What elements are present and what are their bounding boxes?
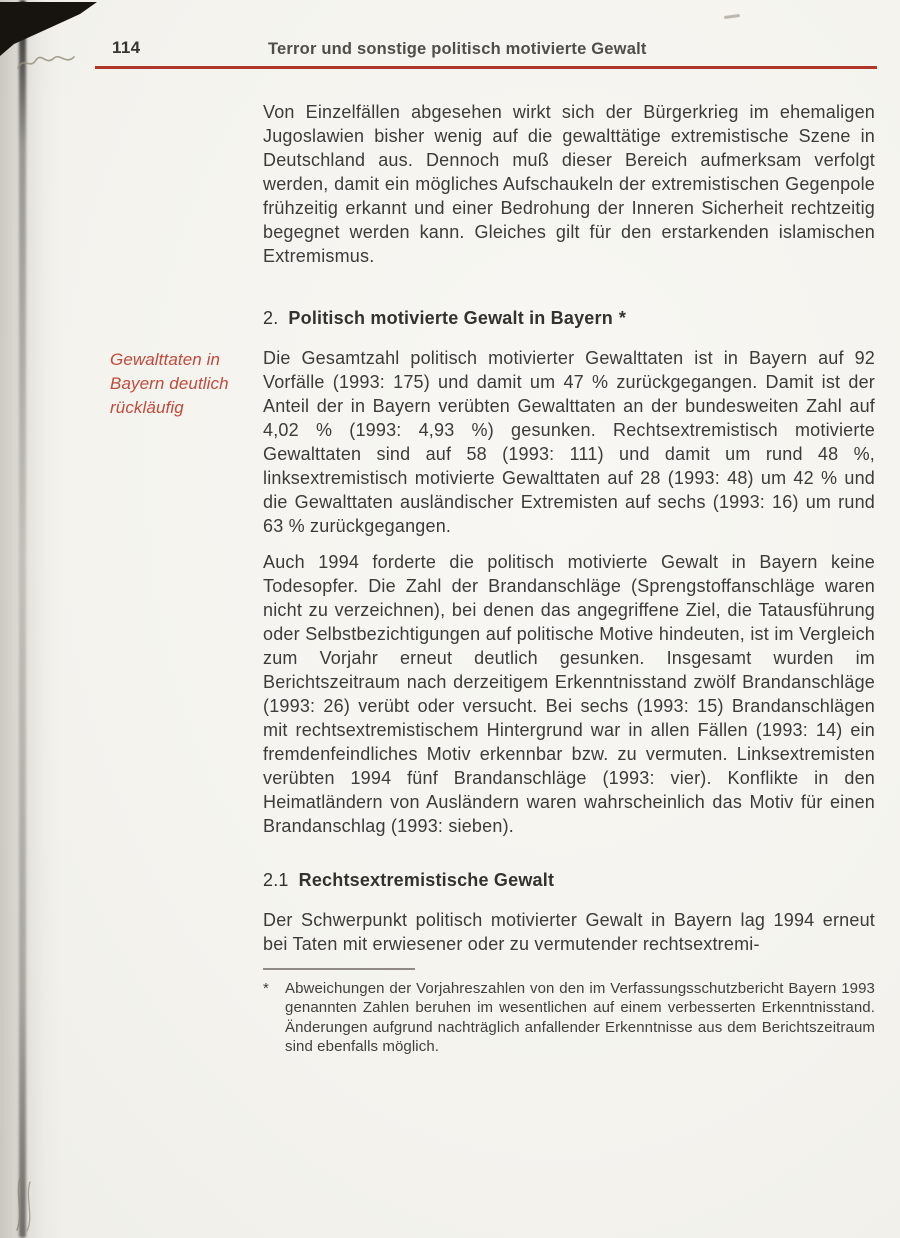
scan-speck (724, 14, 740, 19)
header-rule (95, 66, 877, 69)
running-header-title: Terror und sonstige politisch motivierte Gewalt (268, 40, 647, 58)
margin-note: Gewalttaten in Bayern deutlich rückläufig (110, 350, 229, 417)
footnote-reference-asterisk: * (618, 308, 627, 328)
footnote (263, 968, 875, 1057)
paragraph-with-margin-note (110, 346, 875, 538)
paragraph-intro: Von Einzelfällen abgesehen wirkt sich der Bürgerkrieg im ehemaligen Jugoslawien bisher wenig auf die gewalttätige extremistische Szene in Deutschland aus. Dennoch muß dieser Bereich aufmerksam verfolgt werden, damit ein mögliches Aufschaukeln der extremistischen Gegenpole frühzeitig erkannt und einer Bedrohung der Inneren Sicherheit rechtzeitig begegnet werden kann. Gleiches gilt für den erstarkenden islamischen Extremismus. (263, 102, 875, 266)
paragraph-statistics: Die Gesamtzahl politisch motivierter Gewalttaten ist in Bayern auf 92 Vorfälle (1993: 175) und damit um 47 % zurückgegangen. Damit ist der Anteil der in Bayern verübten Gewalttaten an der bundesweiten Zahl auf 4,02 % (1993: 4,93 %) gesunken. Rechtsextremistisch motivierte Gewalttaten sind auf 58 (1993: 111) und damit um rund 48 %, linksextremistisch motivierte Gewalttaten auf 28 (1993: 48) um 42 % und die Gewalttaten ausländischer Extremisten auf sechs (1993: 16) um rund 63 % zurückgegangen. (263, 348, 875, 536)
footnote-body (263, 979, 875, 1057)
handwriting-mark (16, 50, 80, 78)
main-text-column (110, 100, 875, 1057)
section-2-1-heading (263, 868, 875, 892)
section-2-number: 2. (263, 308, 279, 328)
footnote-text: Abweichungen der Vorjahreszahlen von den im Verfassungsschutzbericht Bayern 1993 genannten Zahlen beruhen im wesentlichen auf einem verbesserten Erkenntnisstand. Änderungen aufgrund nachträglich anfallender Erkenntnisse aus dem Berichtszeitraum sind ebenfalls möglich. (285, 979, 875, 1055)
paragraph-arson-attacks: Auch 1994 forderte die politisch motivierte Gewalt in Bayern keine Todesopfer. Die Zahl der Brandanschläge (Sprengstoffanschläge waren nicht zu verzeichnen), bei denen das angegriffene Ziel, die Tatausführung oder Selbstbezichtigungen auf politische Motive hindeuten, ist im Vergleich zum Vorjahr erneut deutlich gesunken. Insgesamt wurden im Berichtszeitraum nach derzeitigem Erkenntnisstand zwölf Brandanschläge (1993: 26) verübt oder versucht. Bei sechs (1993: 15) Brandanschlägen mit rechtsextremistischem Hintergrund war in allen Fällen (1993: 14) ein fremdenfeindliches Motiv erkennbar bzw. zu vermuten. Linksextremisten verübten 1994 fünf Brandanschläge (1993: vier). Konflikte in den Heimatländern von Ausländern waren wahrscheinlich das Motiv für einen Brandanschlag (1993: sieben). (263, 552, 875, 836)
handwriting-mark-bottom (12, 1176, 46, 1234)
section-2-1-number: 2.1 (263, 870, 289, 890)
paragraph-rechtsextremistische-gewalt: Der Schwerpunkt politisch motivierter Gewalt in Bayern lag 1994 erneut bei Taten mit erwiesener oder zu vermutender rechtsextremi- (263, 910, 875, 954)
page-number: 114 (112, 38, 141, 57)
binding-crease (19, 0, 26, 1238)
footnote-rule (263, 968, 415, 970)
section-2-1-title: Rechtsextremistische Gewalt (298, 870, 555, 890)
footnote-marker: * (263, 979, 269, 997)
binding-shadow (0, 0, 62, 1238)
section-2-heading (263, 306, 875, 330)
section-2-title: Politisch motivierte Gewalt in Bayern (288, 308, 613, 328)
